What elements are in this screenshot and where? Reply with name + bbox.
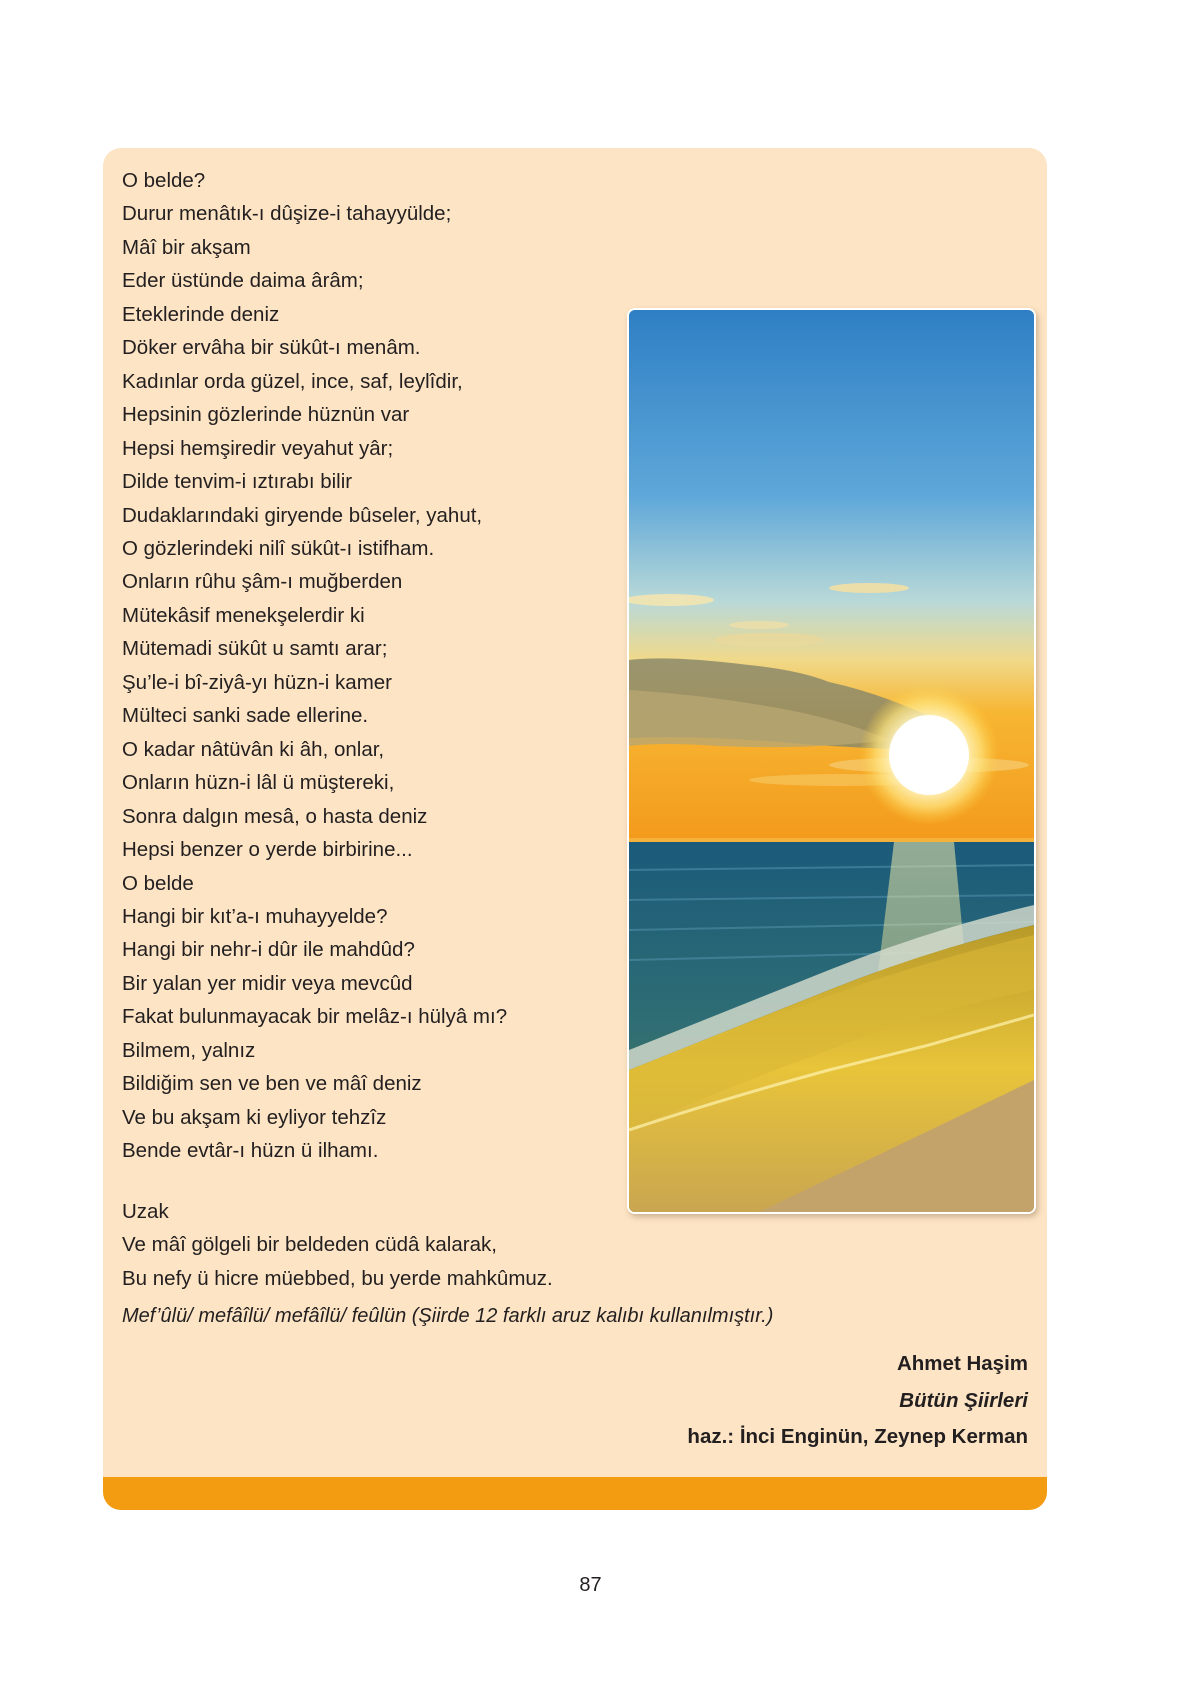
poem-line: O belde?	[122, 169, 206, 192]
poem-line: Bende evtâr-ı hüzn ü ilhamı.	[122, 1139, 379, 1163]
poem-line: Bildiğim sen ve ben ve mâî deniz	[122, 1072, 422, 1096]
poem-line: O gözlerindeki nilî sükût-ı istifham.	[122, 536, 435, 560]
poem-line: Ve bu akşam ki eyliyor tehzîz	[122, 1105, 387, 1129]
author-name: Ahmet Haşim	[896, 1352, 1028, 1375]
panel-footer-bar	[103, 1477, 1047, 1510]
poem-line: Hangi bir nehr-i dûr ile mahdûd?	[122, 938, 415, 962]
poem-line: Eteklerinde deniz	[122, 302, 280, 326]
poem-line: Mütekâsif menekşelerdir ki	[122, 603, 365, 627]
poem-line: Bu nefy ü hicre müebbed, bu yerde mahkûmuz.	[122, 1266, 553, 1290]
meter-note: Mef’ûlü/ mefâîlü/ mefâîlü/ feûlün (Şiirde 12 farklı aruz kalıbı kullanılmıştır.)	[122, 1305, 774, 1327]
poem-line: O belde	[122, 871, 194, 895]
poem-line: Bilmem, yalnız	[122, 1038, 256, 1062]
poem-line: Dilde tenvim-i ıztırabı bilir	[122, 470, 353, 494]
poem-text	[122, 164, 642, 1295]
poem-line: Hepsi hemşiredir veyahut yâr;	[122, 436, 394, 460]
poem-line: Mülteci sanki sade ellerine.	[122, 704, 369, 728]
poem-line: Mütemadi sükût u samtı arar;	[122, 637, 388, 661]
credits	[687, 1346, 1028, 1456]
poem-line: Eder üstünde daima ârâm;	[122, 269, 364, 293]
poem-line: Hepsi benzer o yerde birbirine...	[122, 838, 413, 862]
poem-line: Dudaklarındaki giryende bûseler, yahut,	[122, 503, 483, 527]
poem-line: Uzak	[122, 1199, 169, 1223]
stanza-1	[122, 164, 642, 1168]
poem-line: Bir yalan yer midir veya mevcûd	[122, 971, 413, 995]
poem-line: Durur menâtık-ı dûşize-i tahayyülde;	[122, 202, 452, 226]
poem-line: Onların hüzn-i lâl ü müştereki,	[122, 771, 395, 795]
book-title: Bütün Şiirleri	[899, 1388, 1028, 1412]
stanza-gap	[122, 1168, 642, 1195]
poem-line: Ve mâî gölgeli bir beldeden cüdâ kalarak,	[122, 1233, 497, 1257]
poem-line: Hangi bir kıt’a-ı muhayyelde?	[122, 904, 388, 928]
editors: haz.: İnci Enginün, Zeynep Kerman	[687, 1425, 1028, 1448]
poem-line: Hepsinin gözlerinde hüznün var	[122, 403, 410, 427]
poem-line: Kadınlar orda güzel, ince, saf, leylîdir,	[122, 369, 463, 393]
poem-line: Şu’le-i bî-ziyâ-yı hüzn-i kamer	[122, 670, 392, 694]
poem-line: Onların rûhu şâm-ı muğberden	[122, 570, 403, 594]
poem-line: Sonra dalgın mesâ, o hasta deniz	[122, 804, 428, 828]
poem-line: Döker ervâha bir sükût-ı menâm.	[122, 336, 421, 360]
sunset-sea-photo	[627, 308, 1036, 1214]
sunset-illustration	[629, 310, 1034, 1212]
poem-line: Fakat bulunmayacak bir melâz-ı hülyâ mı?	[122, 1005, 508, 1029]
stanza-2	[122, 1195, 642, 1295]
poem-panel	[103, 148, 1047, 1510]
page-number: 87	[579, 1574, 602, 1596]
poem-line: Mâî bir akşam	[122, 235, 251, 259]
poem-line: O kadar nâtüvân ki âh, onlar,	[122, 737, 385, 761]
